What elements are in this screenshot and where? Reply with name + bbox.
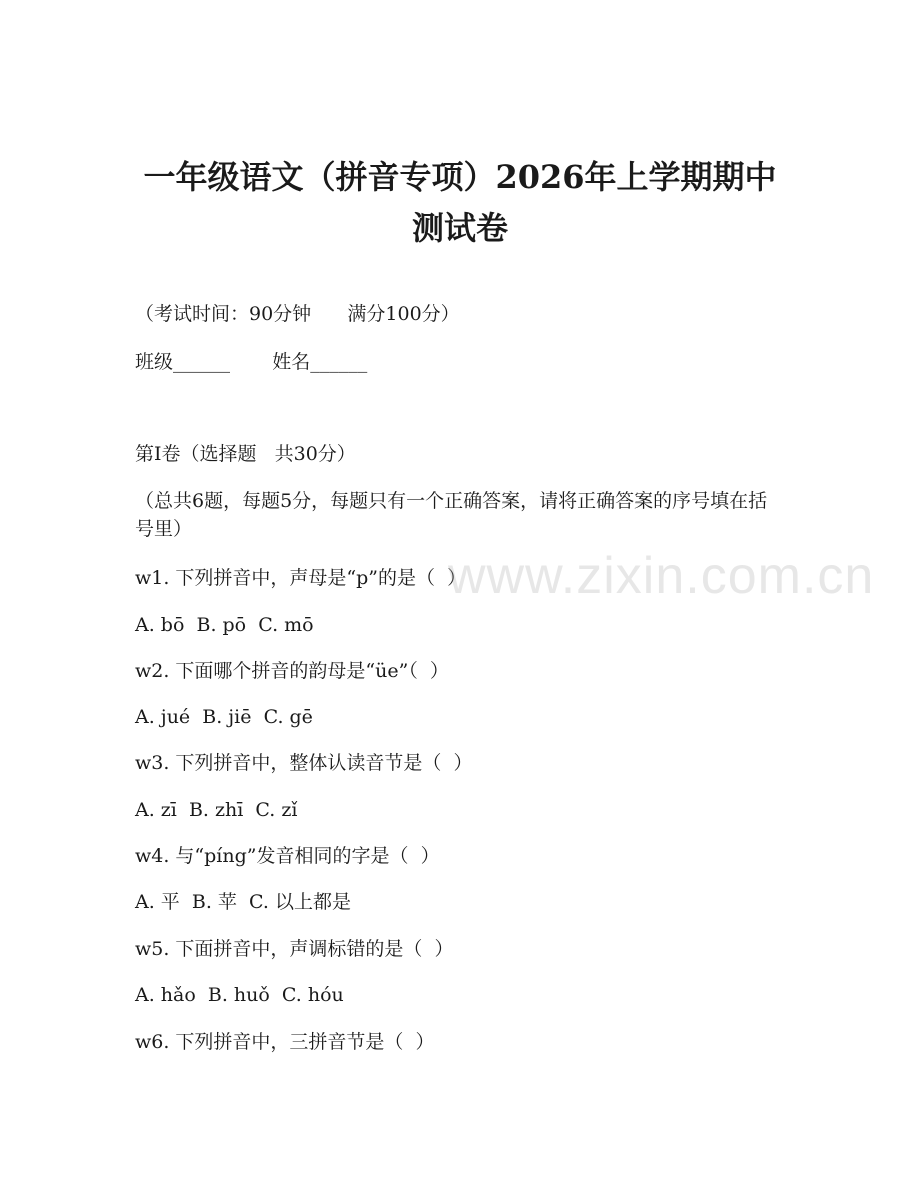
question-options: A. hǎo B. huǒ C. hóu (135, 984, 344, 1006)
document-title-line-1: 一年级语文（拼音专项）2026年上学期期中 (143, 158, 777, 196)
section-instructions: （总共6题，每题5分，每题只有一个正确答案，请将正确答案的序号填在括号里） (135, 490, 768, 540)
document-title-line-2: 测试卷 (411, 209, 508, 247)
question-stem: w5. 下面拼音中，声调标错的是（ ） (135, 938, 454, 960)
question-stem: w3. 下列拼音中，整体认读音节是（ ） (135, 752, 473, 774)
question-stem: w2. 下面哪个拼音的韵母是“üe”（ ） (135, 660, 449, 682)
question-stem: w6. 下列拼音中，三拼音节是（ ） (135, 1031, 435, 1053)
question-stem: w1. 下列拼音中，声母是“p”的是（ ） (135, 567, 467, 589)
question-stem: w4. 与“píng”发音相同的字是（ ） (135, 845, 440, 867)
question-options: A. jué B. jiē C. gē (135, 706, 313, 728)
question-options: A. 平 B. 苹 C. 以上都是 (135, 891, 351, 913)
question-options: A. zī B. zhī C. zǐ (135, 799, 298, 821)
section-title: 第I卷（选择题 共30分） (135, 443, 356, 465)
student-fields: 班级______ 姓名______ (135, 351, 368, 373)
exam-info: （考试时间：90分钟 满分100分） (135, 303, 460, 325)
watermark: www.zixin.com.cn (448, 547, 875, 605)
question-options: A. bō B. pō C. mō (135, 614, 314, 636)
